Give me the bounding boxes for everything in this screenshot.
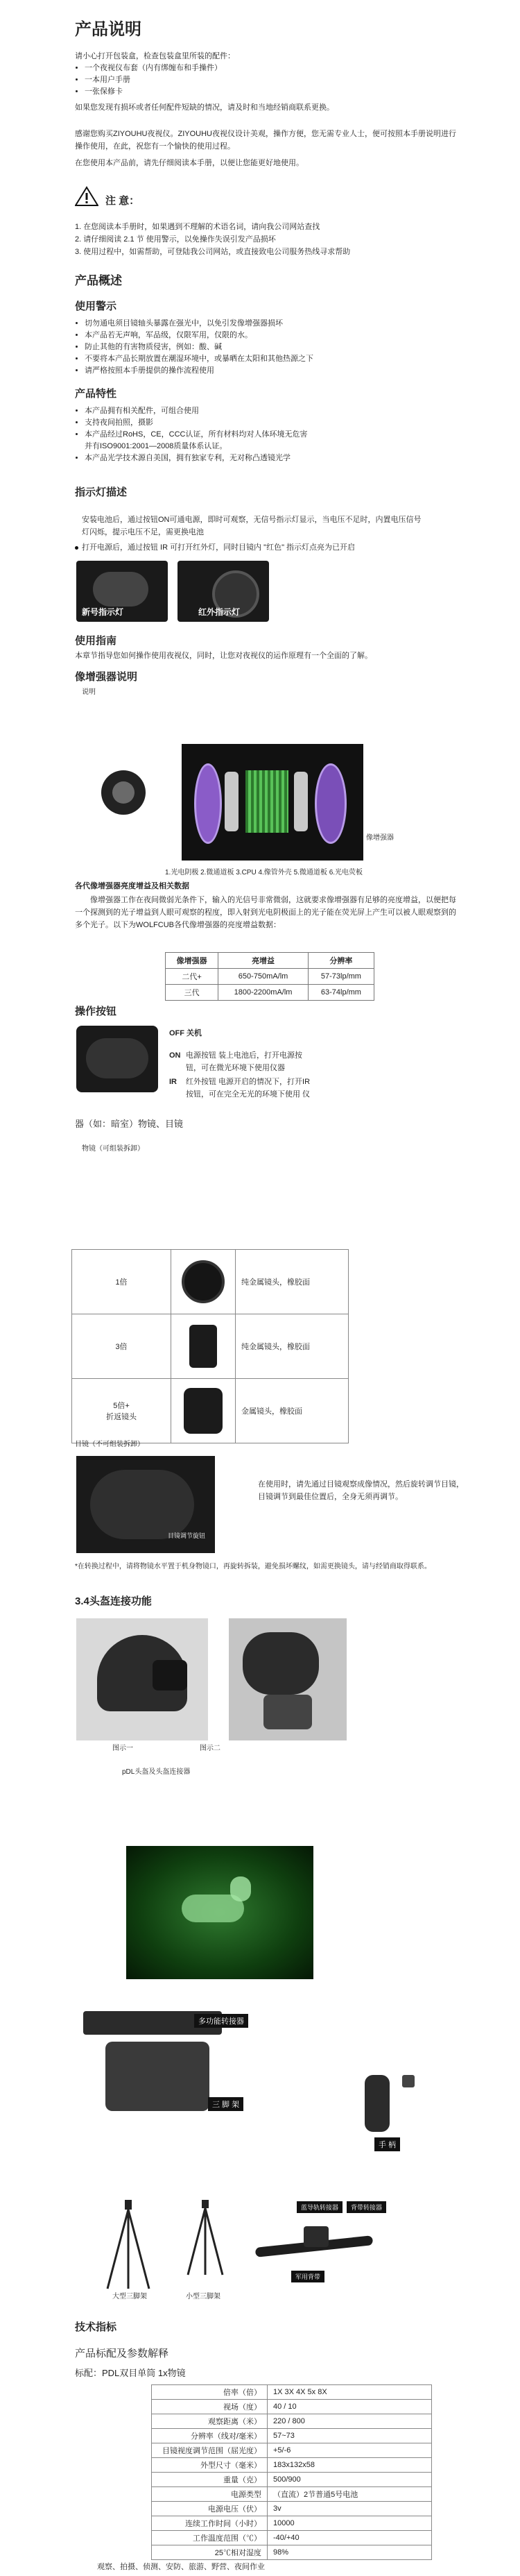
lens-5x-image: [184, 1388, 223, 1434]
features-list: [75, 405, 473, 464]
buttons-title: 操作按钮: [75, 1006, 117, 1017]
cell: 3倍: [72, 1314, 171, 1379]
table-row: [152, 2531, 432, 2545]
tube-photo: [97, 763, 153, 819]
grip-label: 手 柄: [374, 2137, 400, 2151]
notice-item: 3. 使用过程中，如需帮助，可登陆我公司网站，或直接致电公司服务热线寻求帮助: [75, 248, 351, 256]
tube-title: 像增强器说明: [75, 671, 138, 683]
table-row: [152, 2385, 432, 2400]
warning-icon: [75, 186, 98, 207]
list-item: • 防止其他的有害物质侵害，例如：酸、碱: [85, 341, 473, 353]
intro-thanks: 感谢您购买ZIYOUHU夜视仪。ZIYOUHU夜视仪设计美观，操作方便，您无需专业人士，便可按照本手册说明进行操作使用，在此，祝您有一个愉快的使用过程。: [75, 130, 456, 151]
spec-key: 视场（度）: [152, 2400, 268, 2414]
ir-text: 红外按钮 电源开启的情况下，打开IR 按钮，可在完全无光的环境下使用 仪: [186, 1078, 311, 1099]
signal-light-image: [76, 561, 168, 622]
eyepiece-text: 在使用时，请先通过目镜观察成像情况，然后旋转调节目镜，目镜调节到最佳位置后，全身无须再调节。: [258, 1480, 464, 1501]
overview-title: 产品概述: [75, 274, 122, 287]
tube-label: 像增强器: [366, 834, 394, 842]
spec-key: 连续工作时间（小时）: [152, 2516, 268, 2531]
strap-label: 背带转接器: [347, 2201, 386, 2213]
spec-value: 57~73: [268, 2429, 432, 2443]
eyepiece-label: 目镜（不可组装拆卸）: [75, 1441, 144, 1448]
cell: 5倍+ 折返镜头: [72, 1379, 171, 1443]
image-label: 红外指示灯: [198, 607, 241, 617]
lens-1x-image: [182, 1260, 225, 1303]
notice-item: 2. 请仔细阅读 2.1 节 使用警示，以免操作失误引发产品损坏: [75, 235, 276, 244]
table-row: [152, 2443, 432, 2458]
eyepiece-photo: [76, 1456, 215, 1553]
features-title: 产品特性: [75, 388, 117, 400]
list-item: • 本产品经过RoHS，CE，CCC认证，所有材料均对人体环境无危害 并有ISO9001:2001—2008质量体系认证。: [85, 429, 473, 452]
cell: 纯金属镜头，橡胶面: [236, 1250, 349, 1314]
intro-lead: 请小心打开包装盒，检查包装盒里所装的配件：: [75, 52, 235, 60]
helmet-photo-2: [229, 1618, 347, 1740]
buttons-photo: [76, 1026, 158, 1092]
spec-value: 98%: [268, 2545, 432, 2560]
gen-desc: 像增强器工作在夜间微弱光条件下，输入的光信号非常微弱，这就要求像增强器有足够的亮度增益，以便把每一个探测到的光子增益到人眼可观察的程度，即入射到光电阴极面上的光子能在荧光屏上产生可以被人眼观察到的多个光子。以下为WOLFCUB各代像增强器的亮度增益数据：: [75, 896, 456, 929]
lens-3x-image: [189, 1325, 217, 1368]
page-title: 产品说明: [75, 20, 141, 39]
spec-key: 目镜视度调节范围（屈光度）: [152, 2443, 268, 2458]
objective-label: 物镜（可组装拆卸）: [82, 1145, 144, 1153]
list-item: • 切勿通电须目镜轴头暴露在强光中，以免引发像增强器损坏: [85, 318, 473, 330]
night-vision-sample-image: [126, 1846, 313, 1979]
cell: 1倍: [72, 1250, 171, 1314]
list-item: • 一个夜视仪布套（内有绑缠布和手操件）: [85, 62, 473, 74]
spec-key: 分辨率（线对/毫米）: [152, 2429, 268, 2443]
list-item: • 本产品若无声响，军品级，仅限军用，仅限的水。: [85, 330, 473, 341]
small-tripod-image: [184, 2200, 226, 2276]
spec-key: 重量（克）: [152, 2473, 268, 2487]
table-row: [152, 2400, 432, 2414]
cell: 63-74lp/mm: [308, 985, 374, 1001]
tube-caption: 1.光电阴极 2.微通道板 3.CPU 4.像管外壳 5.微通道板 6.光电荧板: [165, 869, 363, 876]
mount-label: 多功能转接器: [194, 2014, 248, 2028]
indicator-title: 指示灯描述: [75, 486, 128, 498]
cell: 金属镜头，橡胶面: [236, 1379, 349, 1443]
table-row: [72, 1314, 349, 1379]
table-row: [152, 2429, 432, 2443]
cell: 57-73lp/mm: [308, 969, 374, 985]
spec-key: 工作温度范围（℃）: [152, 2531, 268, 2545]
tech-model: 标配：PDL双目单筒 1x物镜: [75, 2368, 186, 2378]
tube-diagram: [182, 744, 363, 861]
spec-value: 10000: [268, 2516, 432, 2531]
table-row: [152, 2473, 432, 2487]
list-item: • 请严格按照本手册提供的操作流程使用: [85, 365, 473, 377]
spec-key: 电源电压（伏）: [152, 2502, 268, 2516]
helmet-caption-1: 图示一: [112, 1745, 133, 1752]
tripod-head-label: 三 脚 架: [208, 2097, 243, 2111]
spec-value: +5/-6: [268, 2443, 432, 2458]
on-text: 电源按钮 装上电池后，打开电源按 钮，可在微光环境下使用仪器: [186, 1051, 303, 1072]
specs-table: [151, 2384, 432, 2560]
lens-image-cell: [171, 1314, 236, 1379]
grip-part-image: [402, 2075, 415, 2087]
bullet: [75, 546, 78, 550]
list-item: • 一本用户手册: [85, 74, 473, 86]
lens-image-cell: [171, 1379, 236, 1443]
list-item: • 不要将本产品长期放置在潮湿环境中，或暴晒在太阳和其他热源之下: [85, 353, 473, 365]
table-row: [166, 985, 374, 1001]
more-text: 器（如：暗室）物镜、目镜: [75, 1119, 184, 1129]
ir-light-image: [177, 561, 269, 622]
spec-value: 500/900: [268, 2473, 432, 2487]
intro-read: 在您使用本产品前，请先仔细阅读本手册，以便让您能更好地使用。: [75, 159, 304, 167]
intro-note: 如果您发现有损坏或者任何配件短缺的情况，请及时和当地经销商联系更换。: [75, 103, 334, 112]
small-tripod-label: 小型三脚架: [186, 2293, 220, 2300]
strap-image: [248, 2221, 379, 2276]
large-tripod-label: 大型三脚架: [112, 2293, 147, 2300]
tube-sub: 说明: [82, 688, 96, 696]
guide-title: 使用指南: [75, 635, 117, 647]
table-row: [152, 2545, 432, 2560]
list-item: • 本产品拥有相关配件，可组合使用: [85, 405, 473, 417]
list-item: • 一张保修卡: [85, 86, 473, 98]
table-row: [72, 1379, 349, 1443]
warnings-title: 使用警示: [75, 300, 117, 312]
notice-label: 注 意：: [105, 195, 140, 207]
col-header: 亮增益: [218, 953, 309, 969]
grip-image: [365, 2075, 390, 2132]
image-label: 新号指示灯: [82, 607, 124, 617]
cell: 三代: [166, 985, 218, 1001]
spec-key: 倍率（倍）: [152, 2385, 268, 2400]
indicator-text: 打开电源后，通过按钮 IR 可打开红外灯，同时目镜内 "红色" 指示灯点亮为已开启: [82, 543, 356, 552]
gain-table: [165, 952, 374, 1001]
cell: 二代+: [166, 969, 218, 985]
spec-key: 外型尺寸（毫米）: [152, 2458, 268, 2473]
spec-key: 观察距离（米）: [152, 2414, 268, 2429]
col-header: 像增强器: [166, 953, 218, 969]
lens-table: [71, 1249, 349, 1443]
helmet-title: 3.4头盔连接功能: [75, 1595, 152, 1607]
gen-title: 各代像增强器亮度增益及相关数据: [75, 882, 189, 890]
image-label: 目镜调节旋钮: [168, 1532, 206, 1539]
mount2-label: 蓝导轨转接器: [297, 2201, 343, 2213]
list-item: • 支持夜间拍照，摄影: [85, 417, 473, 429]
lens-image-cell: [171, 1250, 236, 1314]
indicator-text: 安装电池后，通过按钮ON可通电源，即时可观察，无信号指示灯显示，当电压不足时，内置电压信号 灯闪烁，提示电压不足，需更换电池: [82, 516, 422, 536]
list-item: • 本产品光学技术源自美国，拥有独家专利，无对称凸透镜光学: [85, 452, 473, 464]
spec-value: （直流）2节普通5号电池: [268, 2487, 432, 2502]
table-row: [152, 2414, 432, 2429]
spec-value: -40/+40: [268, 2531, 432, 2545]
cell: 650-750mA/lm: [218, 969, 309, 985]
cell: 纯金属镜头，橡胶面: [236, 1314, 349, 1379]
table-row: [152, 2516, 432, 2531]
spec-value: 1X 3X 4X 5x 8X: [268, 2385, 432, 2400]
col-header: 分辨率: [308, 953, 374, 969]
helmet-caption-2: 图示二: [200, 1745, 220, 1752]
cell: 1800-2200mA/lm: [218, 985, 309, 1001]
spec-value: 220 / 800: [268, 2414, 432, 2429]
table-header-row: [166, 953, 374, 969]
belt-label: 军用背带: [291, 2271, 324, 2282]
tech-sub: 产品标配及参数解释: [75, 2348, 169, 2359]
eyepiece-note: *在转换过程中，请将物镜水平置于机身物镜口，再旋转拆装，避免损坏螺纹，如需更换镜头，请与经销商取得联系。: [75, 1563, 431, 1570]
spec-key: 电源类型: [152, 2487, 268, 2502]
spec-value: 183x132x58: [268, 2458, 432, 2473]
off-label: OFF 关机: [169, 1029, 202, 1037]
spec-value: 40 / 10: [268, 2400, 432, 2414]
table-row: [152, 2487, 432, 2502]
on-key: ON: [169, 1051, 181, 1060]
table-row: [72, 1250, 349, 1314]
helmet-caption: pDL头盔及头盔连接器: [122, 1768, 191, 1776]
ir-key: IR: [169, 1078, 177, 1086]
tech-uses: 观察、拍摄、侦测、安防、旅游、野营、夜间作业: [97, 2563, 265, 2571]
spec-value: 3v: [268, 2502, 432, 2516]
notice-item: 1. 在您阅读本手册时，如果遇到不理解的术语名词，请向我公司网站查找: [75, 223, 320, 231]
large-tripod-image: [104, 2200, 153, 2290]
guide-desc: 本章节指导您如何操作使用夜视仪，同时，让您对夜视仪的运作原理有一个全面的了解。: [75, 652, 372, 660]
warnings-list: [75, 318, 473, 377]
table-row: [152, 2502, 432, 2516]
intro-items: [75, 62, 473, 98]
table-row: [152, 2458, 432, 2473]
helmet-photo-1: [76, 1618, 208, 1740]
spec-key: 25℃相对湿度: [152, 2545, 268, 2560]
tech-title: 技术指标: [75, 2321, 117, 2333]
table-row: [166, 969, 374, 985]
